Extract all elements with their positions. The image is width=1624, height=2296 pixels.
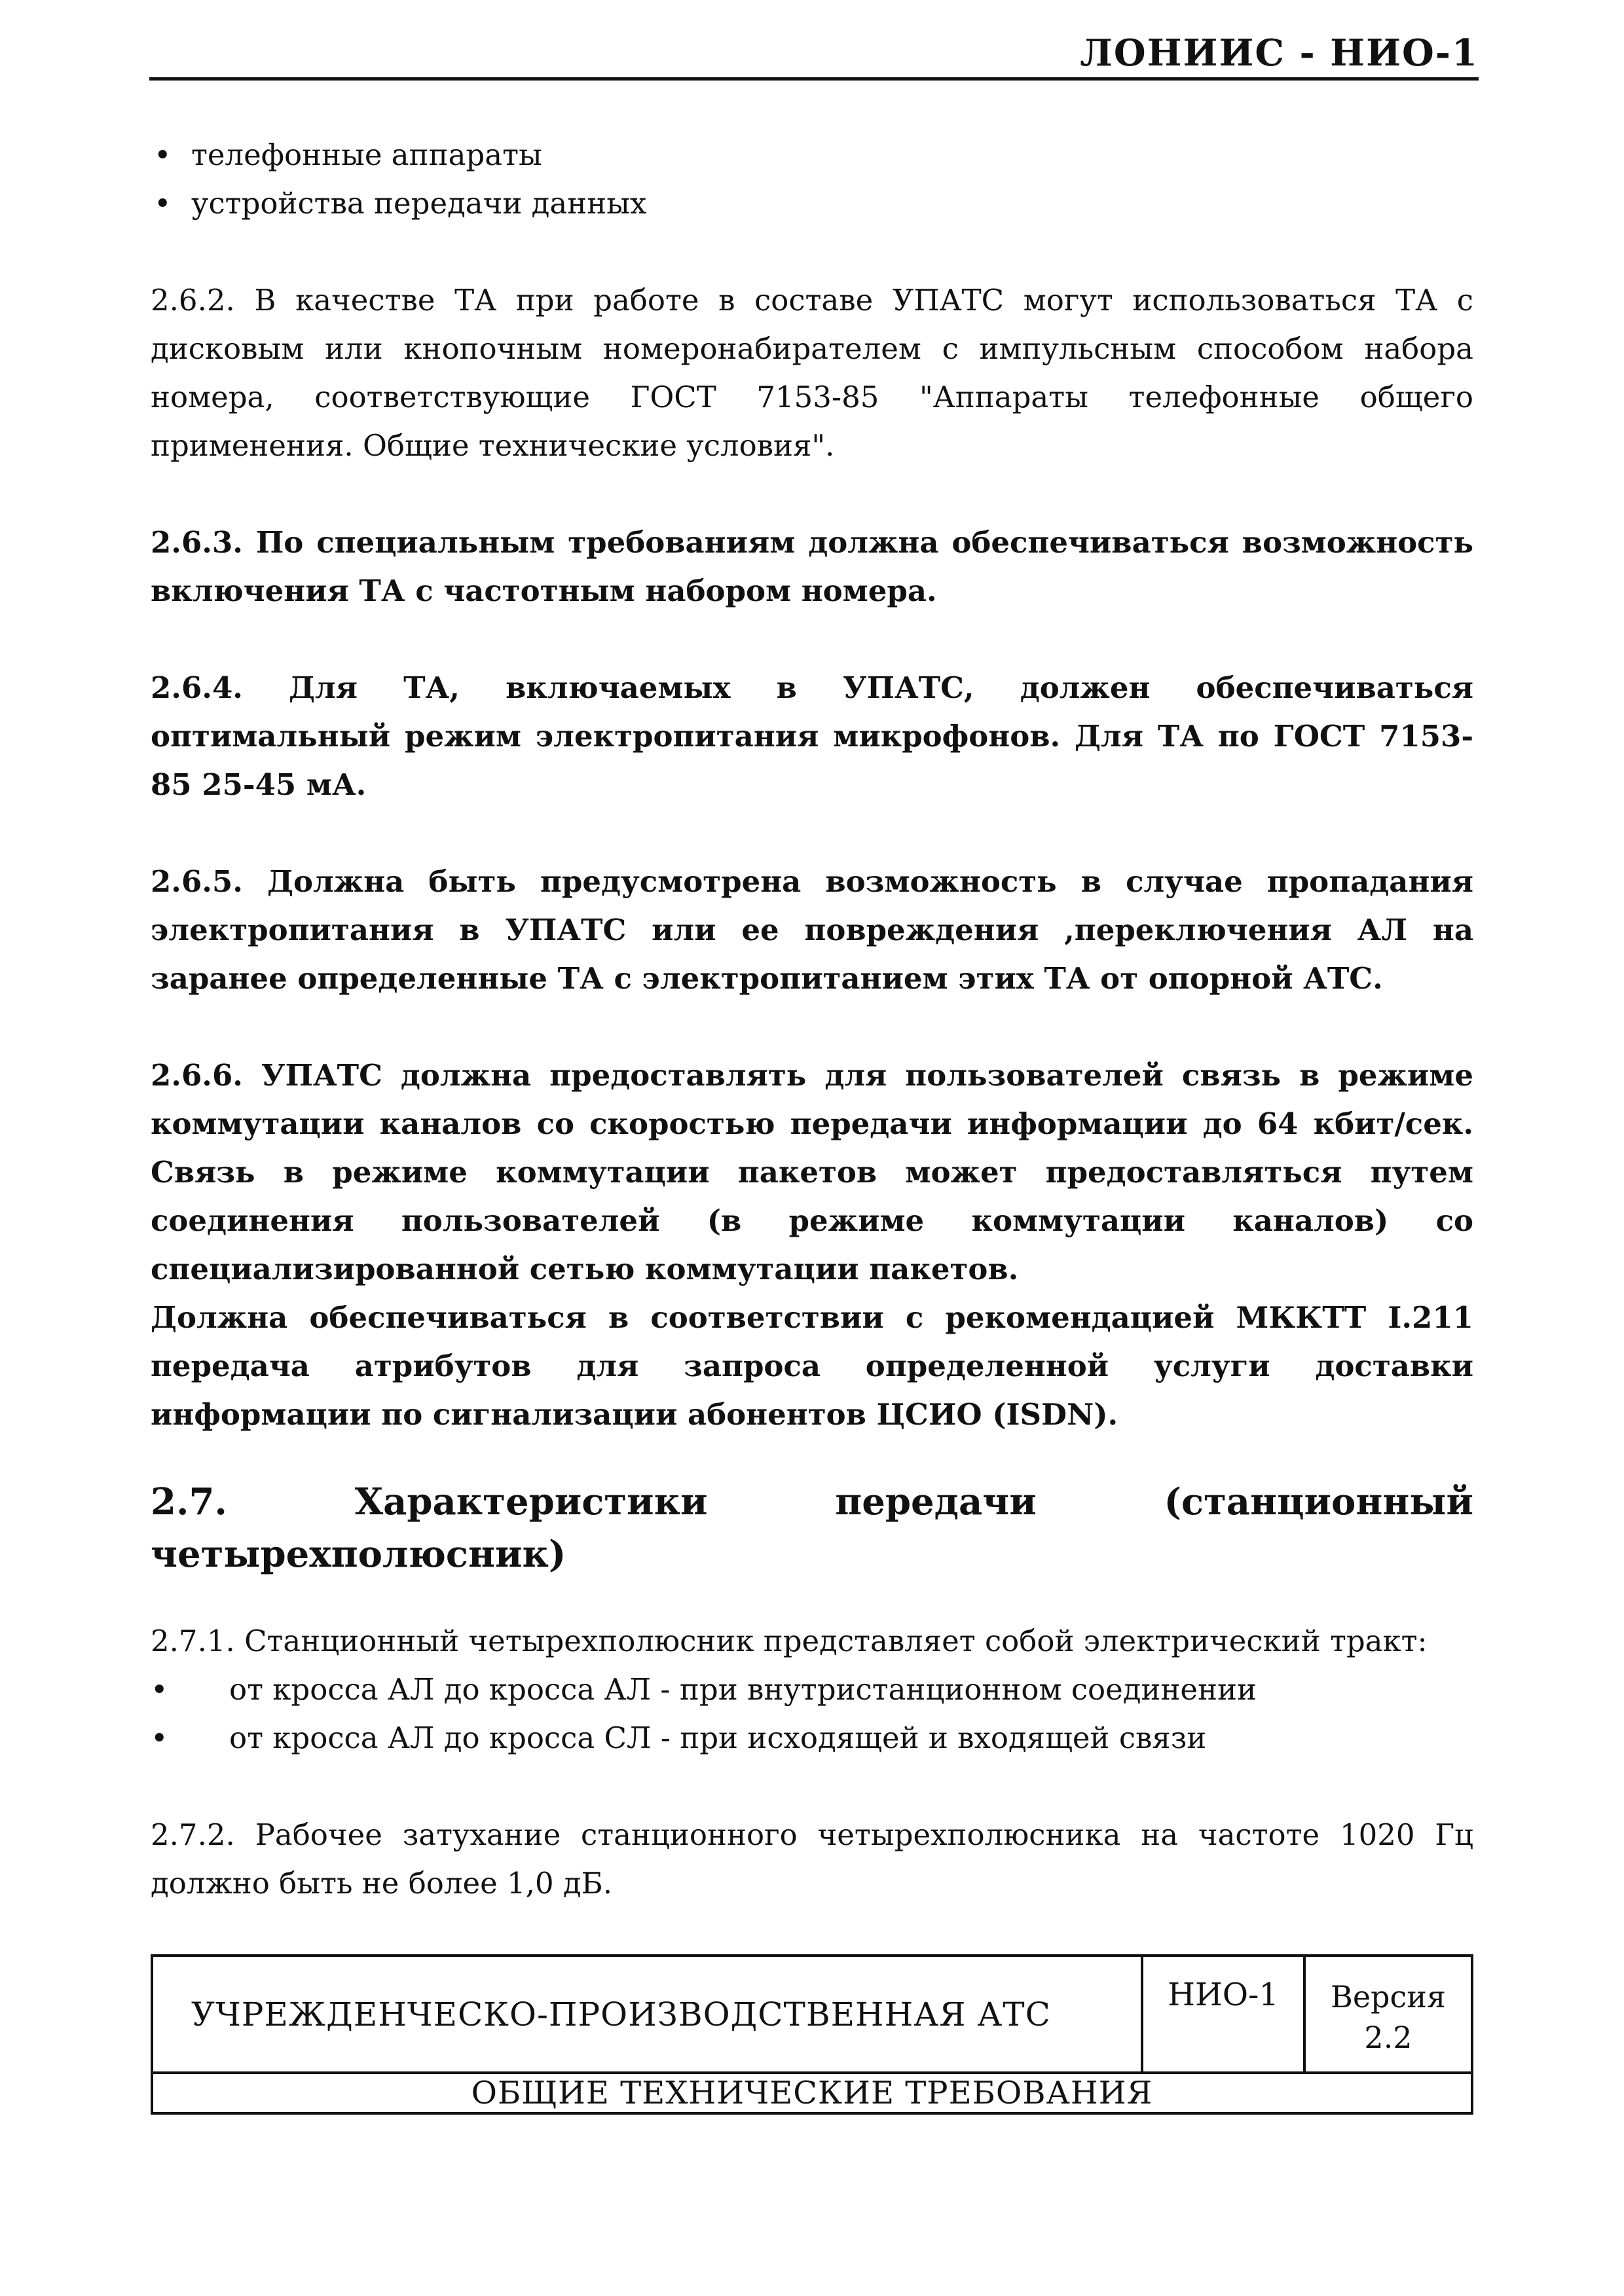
spacer <box>151 809 1473 858</box>
header-title: ЛОНИИС - НИО-1 <box>1080 31 1479 75</box>
stamp-version <box>1306 1957 1471 2071</box>
list-item: • телефонные аппараты <box>151 131 1473 179</box>
stamp-subtitle: ОБЩИЕ ТЕХНИЧЕСКИЕ ТРЕБОВАНИЯ <box>471 2075 1153 2111</box>
spacer <box>151 1762 1473 1811</box>
paragraph-2-7-1: 2.7.1. Станционный четырехполюсник представляет собой электрический тракт: <box>151 1624 1428 1658</box>
section-heading-2-7: 2.7. Характеристики передачи (станционный четырехполюсник) <box>151 1480 1473 1576</box>
stamp-title-text: УЧРЕЖДЕНЧЕСКО-ПРОИЗВОДСТВЕННАЯ АТС <box>191 1995 1051 2033</box>
paragraph-2-6-6-continued: Должна обеспечиваться в соответствии с рекомендацией МККТТ I.211 передача атрибутов для запроса определенной услуги доставки информации по сигнализации абонентов ЦСИО (ISDN). <box>151 1300 1473 1432</box>
stamp-top-row <box>153 1957 1471 2074</box>
spacer <box>151 470 1473 519</box>
stamp-version-label: Версия <box>1331 1979 1446 2014</box>
spacer <box>151 1003 1473 1051</box>
stamp-version-value: 2.2 <box>1364 2020 1412 2055</box>
document-body <box>151 131 1473 1908</box>
list-item: • от кросса АЛ до кросса СЛ - при исходящей и входящей связи <box>151 1714 1473 1762</box>
paragraph-2-6-3: 2.6.3. По специальным требованиям должна обеспечиваться возможность включения ТА с частотным набором номера. <box>151 525 1473 608</box>
list-item: • от кросса АЛ до кросса АЛ - при внутристанционном соединении <box>151 1666 1473 1714</box>
spacer <box>151 615 1473 664</box>
spacer <box>151 228 1473 276</box>
bullet-list-2-7-1 <box>151 1666 1473 1762</box>
header-rule <box>149 77 1479 81</box>
top-bullet-list <box>151 131 1473 228</box>
spacer <box>151 1580 1473 1617</box>
paragraph-2-6-5: 2.6.5. Должна быть предусмотрена возможность в случае пропадания электропитания в УПАТС или ее повреждения ,переключения АЛ на заранее определенные ТА с электропитанием этих ТА от опорной АТС. <box>151 864 1473 996</box>
stamp-title <box>153 1957 1143 2071</box>
paragraph-2-7-2: 2.7.2. Рабочее затухание станционного четырехполюсника на частоте 1020 Гц должно быть не более 1,0 дБ. <box>151 1817 1473 1901</box>
title-block-stamp <box>151 1954 1473 2115</box>
stamp-doc-code: НИО-1 <box>1143 1957 1306 2071</box>
list-item: • устройства передачи данных <box>151 179 1473 228</box>
paragraph-2-6-2: 2.6.2. В качестве ТА при работе в составе УПАТС могут использоваться ТА с дисковым или кнопочным номеронабирателем с импульсным способом набора номера, соответствующие ГОСТ 7153-85 "Аппараты телефонные общего применения. Общие технические условия". <box>151 283 1473 463</box>
paragraph-2-6-4: 2.6.4. Для ТА, включаемых в УПАТС, должен обеспечиваться оптимальный режим электропитания микрофонов. Для ТА по ГОСТ 7153-85 25-45 мА. <box>151 670 1473 802</box>
paragraph-2-6-6: 2.6.6. УПАТС должна предоставлять для пользователей связь в режиме коммутации каналов со скоростью передачи информации до 64 кбит/сек. Связь в режиме коммутации пакетов может предоставляться путем соединения пользователей (в режиме коммутации каналов) со специализированной сетью коммутации пакетов. <box>151 1058 1473 1286</box>
spacer <box>151 1439 1473 1476</box>
